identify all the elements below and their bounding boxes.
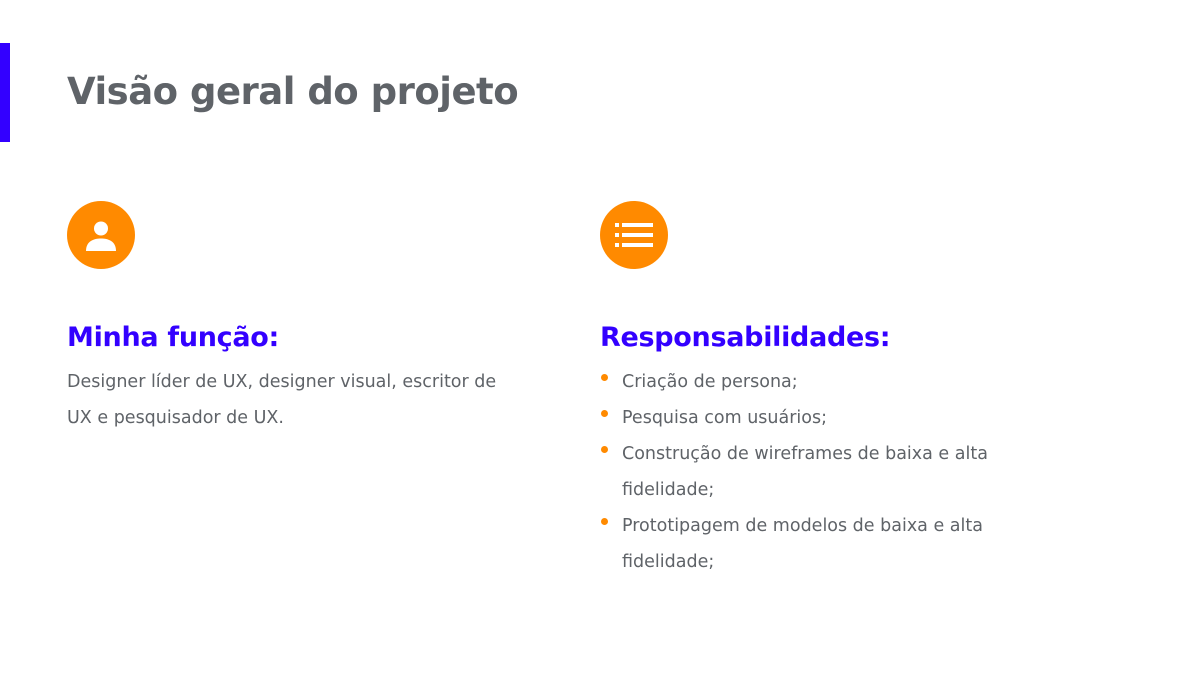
list-item [600, 508, 1030, 580]
bullet-icon [601, 446, 608, 453]
bullet-icon [601, 518, 608, 525]
list-icon [600, 201, 668, 269]
accent-bar [0, 43, 10, 142]
list-item [600, 436, 1030, 508]
role-description: Designer líder de UX, designer visual, escritor de UX e pesquisador de UX. [67, 372, 497, 428]
role-heading: Minha função: [67, 322, 280, 353]
list-item-text: Pesquisa com usuários; [622, 408, 828, 428]
role-section [67, 201, 507, 436]
page-title: Visão geral do projeto [67, 70, 519, 113]
person-icon [67, 201, 135, 269]
responsibilities-list [600, 364, 1030, 580]
list-item-text: Construção de wireframes de baixa e alta fidelidade; [622, 444, 988, 500]
list-item-text: Criação de persona; [622, 372, 798, 392]
list-item [600, 364, 1030, 400]
list-item [600, 400, 1030, 436]
responsibilities-heading: Responsabilidades: [600, 322, 891, 353]
list-item-text: Prototipagem de modelos de baixa e alta fidelidade; [622, 516, 983, 572]
responsibilities-section [600, 201, 1030, 580]
bullet-icon [601, 410, 608, 417]
bullet-icon [601, 374, 608, 381]
